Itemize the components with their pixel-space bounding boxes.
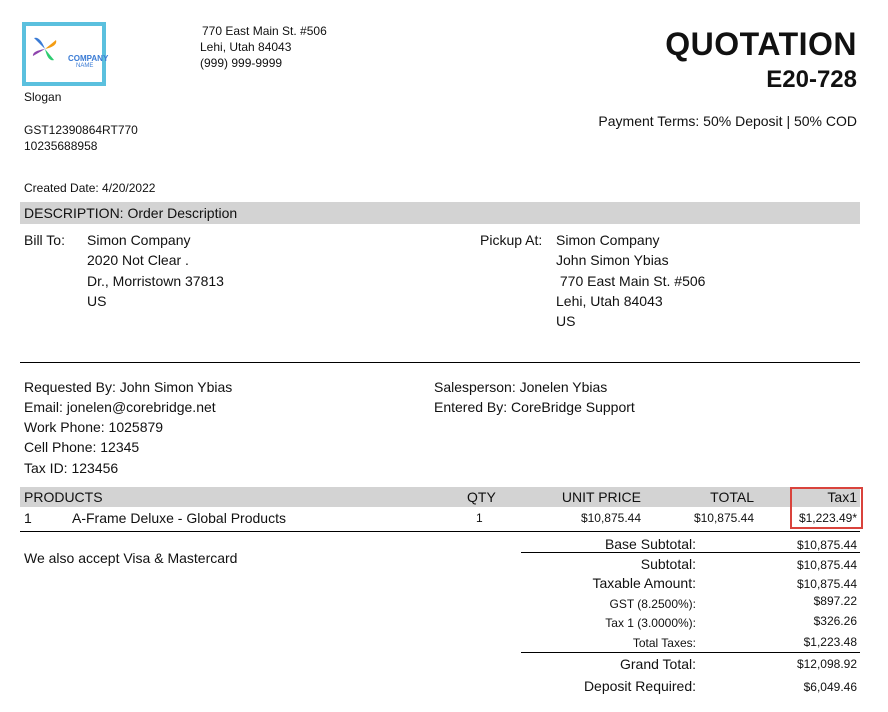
gst-label: GST (8.2500%):: [609, 597, 696, 611]
document-number: E20-728: [766, 66, 857, 93]
total-taxes-value: $1,223.48: [803, 635, 857, 649]
created-date: Created Date: 4/20/2022: [24, 181, 156, 195]
salesperson: Salesperson: Jonelen Ybias: [434, 379, 608, 395]
deposit-value: $6,049.46: [803, 680, 857, 694]
document-title: QUOTATION: [665, 26, 857, 62]
row-line-number: 1: [24, 510, 32, 526]
company-phone: (999) 999-9999: [200, 56, 283, 70]
deposit-label: Deposit Required:: [583, 678, 696, 694]
col-qty: QTY: [467, 489, 496, 505]
bill-to-line: Simon Company: [87, 232, 191, 248]
totals-top-line: [521, 552, 860, 553]
base-subtotal-label: Base Subtotal:: [604, 536, 696, 552]
logo-mark-icon: [30, 32, 60, 66]
company-address-1: 770 East Main St. #506: [202, 24, 327, 38]
company-slogan: Slogan: [24, 90, 62, 104]
company-id: 10235688958: [24, 139, 98, 153]
subtotal-label: Subtotal:: [640, 556, 696, 572]
requested-by: Requested By: John Simon Ybias: [24, 379, 233, 395]
total-taxes-label: Total Taxes:: [632, 636, 696, 650]
subtotal-value: $10,875.44: [796, 558, 857, 572]
logo-text: COMPANY: [68, 54, 109, 63]
pickup-line: Simon Company: [556, 232, 660, 248]
pickup-line: Lehi, Utah 84043: [556, 293, 663, 309]
bill-to-line: 2020 Not Clear .: [87, 252, 189, 268]
work-phone: Work Phone: 1025879: [24, 419, 164, 435]
col-total: TOTAL: [710, 489, 754, 505]
company-logo: [22, 22, 109, 86]
gst-value: $897.22: [813, 594, 857, 608]
bill-to-line: Dr., Morristown 37813: [87, 273, 224, 289]
bill-to-line: US: [87, 293, 107, 309]
cell-phone: Cell Phone: 12345: [24, 439, 140, 455]
entered-by: Entered By: CoreBridge Support: [434, 399, 635, 415]
tax1-label: Tax 1 (3.0000%):: [605, 616, 696, 630]
grand-total-label: Grand Total:: [619, 656, 696, 672]
pickup-line: US: [556, 313, 576, 329]
row-product-name: A-Frame Deluxe - Global Products: [72, 510, 286, 526]
taxable-label: Taxable Amount:: [592, 575, 696, 591]
email: Email: jonelen@corebridge.net: [24, 399, 216, 415]
pickup-line: 770 East Main St. #506: [556, 273, 706, 289]
tax-id: Tax ID: 123456: [24, 460, 119, 476]
totals-bottom-line: [521, 652, 860, 653]
bill-to-label: Bill To:: [24, 232, 65, 248]
company-address-2: Lehi, Utah 84043: [200, 40, 292, 54]
col-tax1: Tax1: [827, 489, 857, 505]
logo-subtext: NAME: [76, 63, 94, 69]
row-tax1: $1,223.49*: [798, 511, 857, 525]
taxable-value: $10,875.44: [796, 577, 857, 591]
pickup-line: John Simon Ybias: [556, 252, 669, 268]
table-divider: [20, 531, 860, 532]
row-unit-price: $10,875.44: [580, 511, 641, 525]
payment-terms: Payment Terms: 50% Deposit | 50% COD: [598, 113, 857, 129]
col-unit-price: UNIT PRICE: [561, 489, 641, 505]
tax1-value: $326.26: [813, 614, 857, 628]
row-total: $10,875.44: [693, 511, 754, 525]
description: DESCRIPTION: Order Description: [24, 205, 238, 221]
col-products: PRODUCTS: [24, 489, 103, 505]
row-qty: 1: [476, 511, 483, 525]
base-subtotal-value: $10,875.44: [796, 538, 857, 552]
section-divider: [20, 362, 860, 363]
payment-note: We also accept Visa & Mastercard: [24, 550, 238, 566]
company-gst: GST12390864RT770: [24, 123, 138, 137]
pickup-label: Pickup At:: [480, 232, 543, 248]
tax-highlight-box: [790, 487, 863, 529]
grand-total-value: $12,098.92: [796, 657, 857, 671]
